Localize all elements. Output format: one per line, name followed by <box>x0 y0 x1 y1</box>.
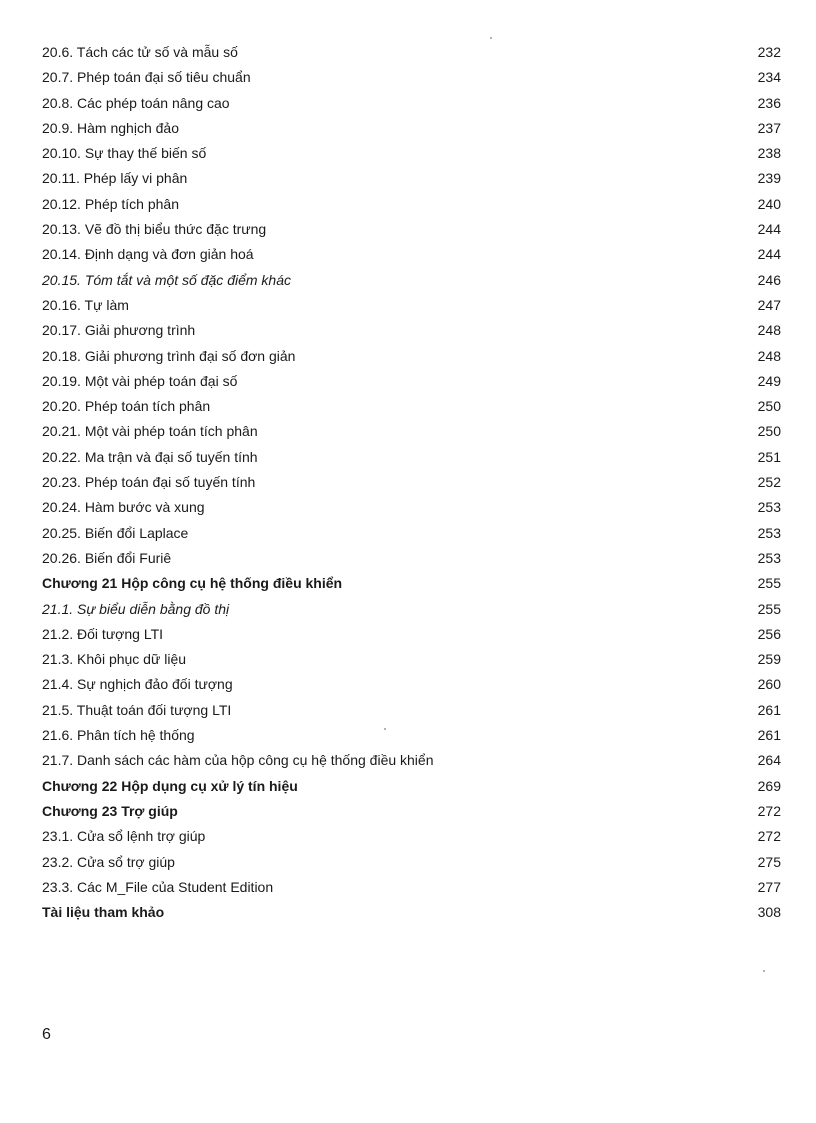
toc-entry-page: 277 <box>757 878 781 895</box>
toc-entry <box>42 394 781 419</box>
toc-entry-title: 21.5. Thuật toán đối tượng LTI <box>42 701 232 718</box>
toc-entry <box>42 850 781 875</box>
toc-entry-title: 21.2. Đối tượng LTI <box>42 625 164 642</box>
toc-entry <box>42 419 781 444</box>
toc-entry-page: 246 <box>757 271 781 288</box>
toc-entry-title: 21.1. Sự biểu diễn bằng đồ thị <box>42 600 230 617</box>
toc-entry-title: 20.19. Một vài phép toán đại số <box>42 372 238 389</box>
toc-entry-page: 308 <box>757 904 781 921</box>
toc-entry <box>42 268 781 293</box>
toc-entry <box>42 65 781 90</box>
toc-entry-title: 20.10. Sự thay thế biến số <box>42 145 207 162</box>
toc-entry-page: 232 <box>757 44 781 60</box>
toc-entry-page: 248 <box>757 322 781 339</box>
toc-entry-page: 264 <box>757 752 781 769</box>
toc-entry-page: 234 <box>757 69 781 86</box>
toc-entry-page: 261 <box>757 701 781 718</box>
toc-entry <box>42 192 781 217</box>
toc-entry-page: 272 <box>757 828 781 845</box>
toc-entry-title: Chương 23 Trợ giúp <box>42 802 178 819</box>
page-number: 6 <box>42 1026 51 1043</box>
toc-entry-page: 236 <box>757 94 781 111</box>
toc-entry-page: 256 <box>757 625 781 642</box>
toc-entry-title: 20.6. Tách các tử số và mẫu số <box>42 44 238 60</box>
toc-entry-title: 20.14. Định dạng và đơn giản hoá <box>42 246 254 263</box>
toc-entry-title: 20.7. Phép toán đại số tiêu chuẩn <box>42 69 251 86</box>
toc-entry-page: 251 <box>757 448 781 465</box>
table-of-contents <box>42 40 781 925</box>
toc-entry-title: 21.6. Phân tích hệ thống <box>42 727 195 744</box>
toc-entry <box>42 318 781 343</box>
toc-entry-title: Chương 22 Hộp dụng cụ xử lý tín hiệu <box>42 777 298 794</box>
toc-entry-title: 20.15. Tóm tắt và một số đặc điểm khác <box>42 271 292 288</box>
toc-entry <box>42 141 781 166</box>
toc-chapter-entry <box>42 900 781 925</box>
toc-entry <box>42 166 781 191</box>
toc-entry-title: 21.7. Danh sách các hàm của hộp công cụ hệ thống điều khiển <box>42 752 434 769</box>
toc-entry-page: 259 <box>757 651 781 668</box>
toc-entry-page: 253 <box>757 499 781 516</box>
toc-entry-title: 20.12. Phép tích phân <box>42 195 179 212</box>
toc-entry-page: 261 <box>757 727 781 744</box>
scan-speck <box>763 970 765 972</box>
toc-entry <box>42 748 781 773</box>
toc-entry-page: 253 <box>757 549 781 566</box>
toc-entry <box>42 622 781 647</box>
toc-chapter-entry <box>42 799 781 824</box>
toc-entry-title: 21.3. Khôi phục dữ liệu <box>42 651 187 668</box>
toc-entry-title: Chương 21 Hộp công cụ hệ thống điều khiển <box>42 575 343 592</box>
toc-entry-title: 20.17. Giải phương trình <box>42 322 196 339</box>
toc-entry-title: 20.11. Phép lấy vi phân <box>42 170 188 187</box>
toc-entry-page: 244 <box>757 221 781 238</box>
toc-entry-page: 247 <box>757 296 781 313</box>
toc-entry-page: 239 <box>757 170 781 187</box>
toc-entry-title: 20.13. Vẽ đồ thị biểu thức đặc trưng <box>42 221 267 238</box>
toc-entry <box>42 698 781 723</box>
toc-entry-title: 20.22. Ma trận và đại số tuyến tính <box>42 448 258 465</box>
toc-entry-page: 250 <box>757 423 781 440</box>
toc-entry-page: 249 <box>757 372 781 389</box>
toc-entry-title: 21.4. Sự nghịch đảo đối tượng <box>42 676 233 693</box>
toc-entry <box>42 546 781 571</box>
toc-entry-page: 272 <box>757 802 781 819</box>
toc-entry-title: 20.18. Giải phương trình đại số đơn giản <box>42 347 296 364</box>
toc-entry <box>42 824 781 849</box>
toc-entry-title: 20.25. Biến đổi Laplace <box>42 524 189 541</box>
toc-entry-page: 260 <box>757 676 781 693</box>
scan-speck <box>490 37 492 39</box>
toc-entry-title: 23.1. Cửa sổ lệnh trợ giúp <box>42 828 206 845</box>
toc-entry-title: 20.8. Các phép toán nâng cao <box>42 94 230 111</box>
toc-entry-page: 248 <box>757 347 781 364</box>
toc-entry <box>42 293 781 318</box>
toc-entry-page: 250 <box>757 398 781 415</box>
toc-entry-title: 20.16. Tự làm <box>42 296 129 313</box>
toc-entry <box>42 647 781 672</box>
toc-entry <box>42 445 781 470</box>
toc-entry <box>42 521 781 546</box>
toc-entry-page: 255 <box>757 575 781 592</box>
toc-entry <box>42 495 781 520</box>
toc-entry <box>42 242 781 267</box>
toc-entry-title: 20.26. Biến đổi Furiê <box>42 549 172 566</box>
toc-entry-page: 275 <box>757 853 781 870</box>
toc-entry <box>42 597 781 622</box>
toc-entry <box>42 217 781 242</box>
toc-entry-title: 20.20. Phép toán tích phân <box>42 398 211 415</box>
toc-entry-page: 240 <box>757 195 781 212</box>
toc-entry-page: 252 <box>757 474 781 491</box>
toc-entry <box>42 344 781 369</box>
toc-entry <box>42 369 781 394</box>
toc-entry <box>42 875 781 900</box>
toc-entry-title: 20.24. Hàm bước và xung <box>42 499 205 516</box>
toc-entry-page: 269 <box>757 777 781 794</box>
toc-entry <box>42 723 781 748</box>
toc-entry <box>42 116 781 141</box>
toc-entry-page: 237 <box>757 119 781 136</box>
toc-chapter-entry <box>42 571 781 596</box>
toc-entry <box>42 91 781 116</box>
toc-entry-page: 255 <box>757 600 781 617</box>
toc-entry-title: 23.2. Cửa sổ trợ giúp <box>42 853 175 870</box>
toc-entry <box>42 672 781 697</box>
toc-entry-title: 20.23. Phép toán đại số tuyến tính <box>42 474 256 491</box>
toc-entry-page: 253 <box>757 524 781 541</box>
toc-entry-title: Tài liệu tham khảo <box>42 904 165 921</box>
toc-entry-title: 23.3. Các M_File của Student Edition <box>42 878 274 895</box>
toc-entry-page: 238 <box>757 145 781 162</box>
toc-entry-title: 20.9. Hàm nghịch đảo <box>42 119 179 136</box>
scan-speck <box>384 728 386 730</box>
toc-entry <box>42 470 781 495</box>
toc-entry-title: 20.21. Một vài phép toán tích phân <box>42 423 258 440</box>
toc-chapter-entry <box>42 774 781 799</box>
toc-entry <box>42 40 781 65</box>
toc-entry-page: 244 <box>757 246 781 263</box>
